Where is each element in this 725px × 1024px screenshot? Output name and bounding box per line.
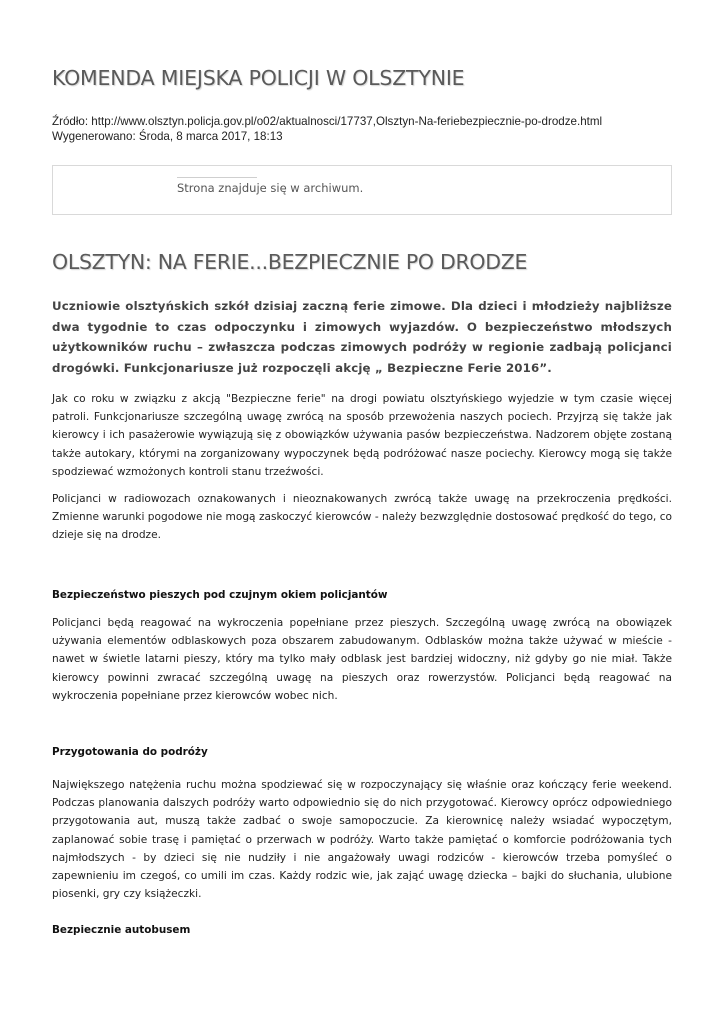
section-heading-travel-prep: Przygotowania do podróży [52,746,208,758]
archive-notice-divider [177,177,257,178]
article-paragraph-4: Największego natężenia ruchu można spodziewać się w rozpoczynający się właśnie oraz kończący ferie weekend. Podczas planowania dalszych podróży warto odpowiednio się do nich przygotować. Kierowcy oprócz odpowiedniego przygotowania aut, muszą także zadbać o swoje samopoczucie. Za kierownicę należy wsiadać wypoczętym, zaplanować sobie trasę i pamiętać o przerwach w podróży. Warto także pamiętać o komforcie podróżowania tych najmłodszych - by dzieci się nie nudziły i nie angażowały uwagi rodziców - kierowców trzeba pomyśleć o zapewnieniu im czegoś, co umili im czas. Każdy rodzic wie, jak zająć uwagę dziecka – bajki do słuchania, ulubione piosenki, gry czy książeczki. [52,779,672,901]
site-title: KOMENDA MIEJSKA POLICJI W OLSZTYNIE [52,66,465,90]
section-heading-bus: Bezpiecznie autobusem [52,924,191,936]
section-heading-pedestrians: Bezpieczeństwo pieszych pod czujnym okiem policjantów [52,589,388,601]
source-line: Źródło: http://www.olsztyn.policja.gov.pl/o02/aktualnosci/17737,Olsztyn-Na-feriebezpiecznie-po-drodze.html [52,115,603,128]
archive-notice-box [52,165,672,215]
article-title: OLSZTYN: NA FERIE...BEZPIECZNIE PO DRODZE [52,250,528,274]
article-paragraph-3: Policjanci będą reagować na wykroczenia popełniane przez pieszych. Szczególną uwagę zwrócą na obowiązek używania elementów odblaskowych poza obszarem zabudowanym. Odblasków można także używać w mieście - nawet w świetle latarni pieszy, który ma tylko mały odblask jest bardziej widoczny, niż gdyby go nie miał. Także kierowcy powinni zwracać szczególną uwagę na pieszych oraz rowerzystów. Policjanci będą reagować na wykroczenia popełniane przez kierowców wobec nich. [52,617,672,702]
document-meta [52,114,602,144]
article-paragraph-2: Policjanci w radiowozach oznakowanych i nieoznakowanych zwrócą także uwagę na przekroczenia prędkości. Zmienne warunki pogodowe nie mogą zaskoczyć kierowców - należy bezwzględnie dostosować prędkość do tego, co dzieje się na drodze. [52,493,672,542]
article-lead: Uczniowie olsztyńskich szkół dzisiaj zaczną ferie zimowe. Dla dzieci i młodzieży najbliższe dwa tygodnie to czas odpoczynku i zimowych wyjazdów. O bezpieczeństwo młodszych użytkowników ruchu – zwłaszcza podczas zimowych podróży w regionie zadbają policjanci drogówki. Funkcjonariusze już rozpoczęli akcję „ Bezpieczne Ferie 2016”. [52,299,672,375]
article-paragraph-1: Jak co roku w związku z akcją "Bezpieczne ferie" na drogi powiatu olsztyńskiego wyjedzie w tym czasie więcej patroli. Funkcjonariusze szczególną uwagę zwrócą na sposób przewożenia naszych pociech. Przyjrzą się także jak kierowcy i ich pasażerowie wywiązują się z obowiązków używania pasów bezpieczeństwa. Nadzorem objęte zostaną także autokary, którymi na zorganizowany wypoczynek będą podróżować nasze pociechy. Kierowcy mogą się także spodziewać wzmożonych kontroli stanu trzeźwości. [52,393,672,478]
archive-notice: Strona znajduje się w archiwum. [177,181,364,195]
generated-line: Wygenerowano: Środa, 8 marca 2017, 18:13 [52,130,283,143]
